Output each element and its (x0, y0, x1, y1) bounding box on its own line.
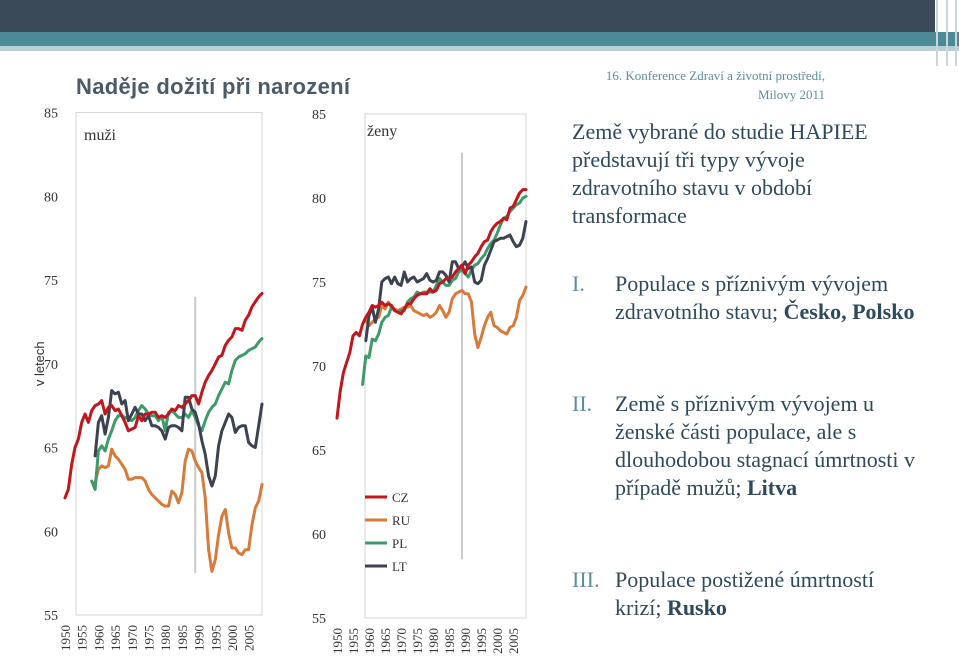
chart-muzi (32, 107, 262, 652)
y-tick-label: 85 (44, 106, 58, 122)
x-tick-label: 1960 (362, 628, 378, 654)
point-1-number: I. (572, 271, 585, 296)
slide-title: Naděje dožití při narození (76, 74, 351, 99)
series-line-cz (65, 293, 262, 497)
x-tick-label: 1960 (91, 625, 107, 651)
x-tick-label: 1975 (410, 628, 426, 654)
point-3-body: Populace postižené úmrtností krizí; (615, 567, 875, 620)
y-tick-label: 70 (44, 357, 58, 373)
legend-label-lt: LT (392, 559, 407, 574)
y-tick-label: 70 (312, 360, 326, 375)
conference-line-2: Milovy 2011 (757, 87, 825, 102)
y-tick-label: 65 (44, 441, 58, 457)
x-tick-label: 1970 (394, 628, 410, 654)
x-tick-label: 2000 (490, 628, 506, 654)
y-tick-label: 60 (44, 525, 58, 541)
x-tick-label: 1965 (108, 625, 124, 651)
x-tick-label: 1990 (191, 625, 207, 651)
y-tick-label: 85 (312, 108, 326, 123)
x-tick-label: 1950 (58, 625, 73, 651)
series-line-pl (363, 196, 526, 384)
x-tick-label: 1955 (74, 625, 90, 651)
y-tick-label: 55 (312, 612, 326, 627)
x-tick-label: 1995 (474, 628, 490, 654)
x-tick-label: 1980 (426, 628, 442, 654)
point-3-countries: Rusko (666, 595, 727, 620)
y-tick-label: 80 (44, 190, 58, 206)
x-tick-label: 1995 (208, 625, 224, 651)
point-3-number: III. (572, 567, 600, 592)
chart-zeny (312, 108, 526, 654)
point-2-countries: Litva (746, 475, 798, 500)
point-2-body: Země s příznivým vývojem u ženské části populace, ale s dlouhodobou stagnací úmrtnosti v případě mužů; (615, 391, 916, 500)
x-tick-label: 1980 (158, 625, 174, 651)
series-line-ru (366, 287, 526, 348)
x-tick-label: 2000 (224, 625, 240, 651)
legend-label-cz: CZ (392, 490, 409, 505)
intro-text: Země vybrané do studie HAPIEE představují tři typy vývoje zdravotního stavu v období transformace (572, 119, 868, 228)
x-tick-label: 1985 (442, 628, 458, 654)
y-tick-label: 75 (44, 274, 58, 289)
series-line-pl (92, 339, 262, 490)
y-tick-label: 60 (312, 528, 326, 543)
y-tick-label: 75 (312, 276, 326, 291)
x-tick-label: 1985 (174, 625, 190, 651)
plot-frame (365, 114, 526, 618)
panel-title: muži (84, 127, 116, 144)
series-line-ru (95, 449, 262, 571)
point-1-countries: Česko, Polsko (783, 299, 915, 324)
panel-title: ženy (367, 123, 398, 140)
y-axis-label: v letech (32, 341, 47, 387)
conference-line-1: 16. Konference Zdraví a životní prostředí, (605, 68, 825, 83)
x-tick-label: 1970 (124, 625, 140, 651)
legend-label-ru: RU (392, 513, 411, 528)
point-2-number: II. (572, 391, 593, 416)
series-line-lt (366, 222, 526, 341)
x-tick-label: 1955 (346, 628, 362, 654)
y-tick-label: 80 (312, 192, 326, 207)
x-tick-label: 1975 (141, 625, 157, 651)
x-tick-label: 2005 (506, 628, 522, 654)
x-tick-label: 1965 (378, 628, 394, 654)
legend-label-pl: PL (392, 536, 408, 551)
x-tick-label: 1950 (330, 628, 345, 654)
y-tick-label: 55 (44, 609, 58, 624)
x-tick-label: 2005 (241, 625, 257, 651)
x-tick-label: 1990 (458, 628, 474, 654)
y-tick-label: 65 (312, 444, 326, 459)
point-1-body: Populace s příznivým vývojem zdravotního stavu; (615, 271, 889, 324)
